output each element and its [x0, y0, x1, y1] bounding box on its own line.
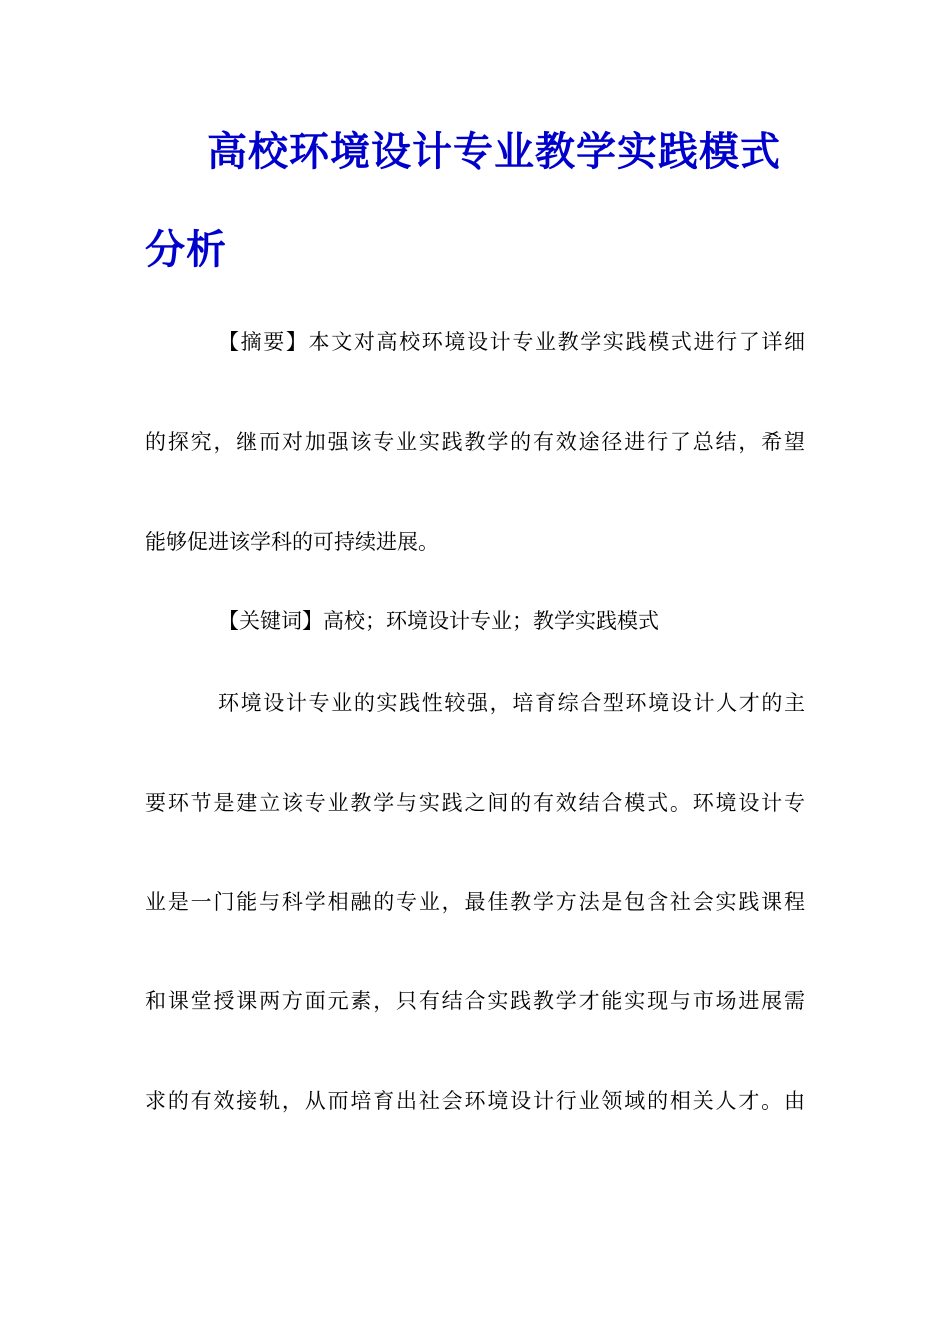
- body-paragraph-line: 求的有效接轨，从而培育出社会环境设计行业领域的相关人才。由: [145, 1089, 805, 1113]
- body-paragraph-line: 和课堂授课两方面元素，只有结合实践教学才能实现与市场进展需: [145, 989, 805, 1013]
- abstract-line: 的探究，继而对加强该专业实践教学的有效途径进行了总结，希望: [145, 430, 805, 454]
- body-paragraph-line: 环境设计专业的实践性较强，培育综合型环境设计人才的主: [218, 691, 805, 715]
- body-paragraph-line: 业是一门能与科学相融的专业，最佳教学方法是包含社会实践课程: [145, 890, 805, 914]
- abstract-line: 【摘要】本文对高校环境设计专业教学实践模式进行了详细: [218, 330, 805, 354]
- keywords-line: 【关键词】高校；环境设计专业；教学实践模式: [218, 609, 659, 633]
- abstract-line: 能够促进该学科的可持续进展。: [145, 530, 439, 554]
- document-title-line-2: 分析: [145, 226, 227, 273]
- body-paragraph-line: 要环节是建立该专业教学与实践之间的有效结合模式。环境设计专: [145, 791, 805, 815]
- document-title-line-1: 高校环境设计专业教学实践模式: [207, 128, 781, 175]
